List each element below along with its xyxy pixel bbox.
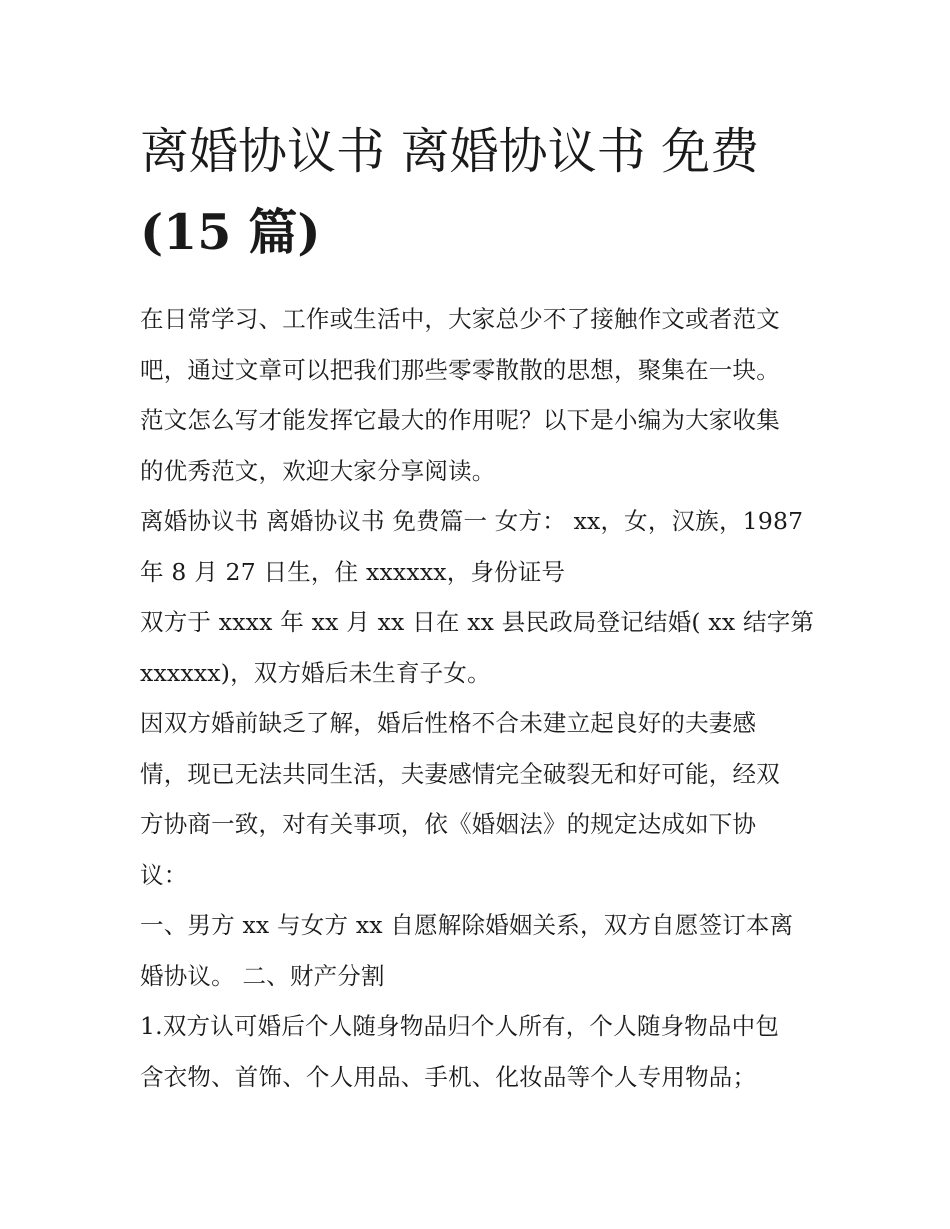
text-line: 1.双方认可婚后个人随身物品归个人所有，个人随身物品中包 (140, 1012, 780, 1040)
text-line: 双方于 xxxx 年 xx 月 xx 日在 xx 县民政局登记结婚( xx 结字第 (140, 608, 815, 636)
text-line: 一、男方 xx 与女方 xx 自愿解除婚姻关系，双方自愿签订本离 (140, 911, 794, 939)
text-line: 的优秀范文，欢迎大家分享阅读。 (140, 456, 496, 485)
text-line: 方协商一致，对有关事项，依《婚姻法》的规定达成如下协 (140, 810, 757, 838)
paragraph-clause-property (140, 1001, 820, 1102)
paragraph-clause-one (140, 900, 820, 1001)
paragraph-reason (140, 698, 820, 900)
document-page (140, 112, 820, 1102)
text-line: 离婚协议书 离婚协议书 免费篇一 女方： xx，女，汉族，1987 (140, 507, 804, 535)
text-line: 在日常学习、工作或生活中，大家总少不了接触作文或者范文 (140, 305, 780, 333)
text-line: 含衣物、首饰、个人用品、手机、化妆品等个人专用物品； (140, 1062, 757, 1091)
text-line: 吧，通过文章可以把我们那些零零散散的思想，聚集在一块。 (140, 355, 780, 384)
text-line: xxxxxx)，双方婚后未生育子女。 (140, 658, 491, 687)
text-line: 因双方婚前缺乏了解，婚后性格不合未建立起良好的夫妻感 (140, 709, 757, 737)
text-line: 年 8 月 27 日生，住 xxxxxx，身份证号 (140, 557, 566, 586)
paragraph-marriage-registration (140, 597, 820, 698)
text-line: 范文怎么写才能发挥它最大的作用呢？以下是小编为大家收集 (140, 406, 780, 434)
text-line: 议： (140, 860, 188, 889)
paragraph-intro (140, 294, 820, 496)
document-body (140, 294, 820, 1102)
text-line: 情，现已无法共同生活，夫妻感情完全破裂无和好可能，经双 (140, 759, 780, 788)
text-line: 婚协议。 二、财产分割 (140, 961, 385, 990)
paragraph-party-info (140, 496, 820, 597)
document-title (140, 112, 820, 272)
title-line: (15 篇) (140, 203, 321, 261)
title-line: 离婚协议书 离婚协议书 免费 (140, 123, 760, 180)
